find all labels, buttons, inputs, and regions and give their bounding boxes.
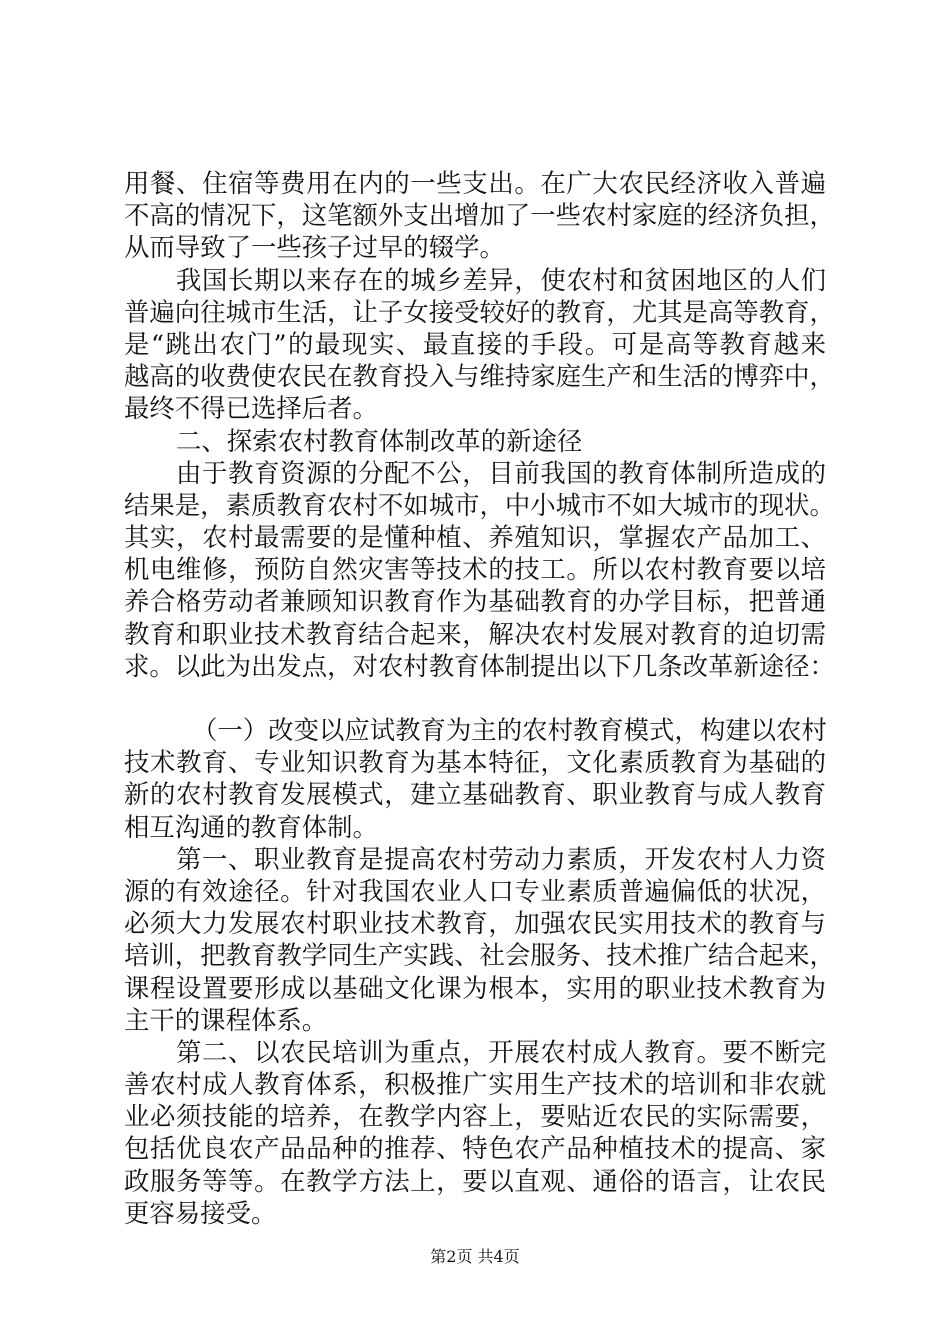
page-number: 第2页 共4页 xyxy=(430,1247,520,1266)
text-line: 求。以此为出发点，对农村教育体制提出以下几条改革新途径： xyxy=(124,650,835,681)
text-line: 善农村成人教育体系，积极推广实用生产技术的培训和非农就 xyxy=(124,1069,826,1100)
blank-line xyxy=(124,682,826,714)
text-line: 必须大力发展农村职业技术教育，加强农民实用技术的教育与 xyxy=(124,908,826,939)
text-line: 业必须技能的培养，在教学内容上，要贴近农民的实际需要， xyxy=(124,1101,826,1132)
text-line: 其实，农村最需要的是懂种植、养殖知识，掌握农产品加工、 xyxy=(124,522,826,553)
text-line: 教育和职业技术教育结合起来，解决农村发展对教育的迫切需 xyxy=(124,618,826,649)
section-heading: 二、探索农村教育体制改革的新途径 xyxy=(176,425,583,456)
text-line: 越高的收费使农民在教育投入与维持家庭生产和生活的博弈中， xyxy=(124,361,835,392)
text-line: 养合格劳动者兼顾知识教育作为基础教育的办学目标，把普通 xyxy=(124,586,826,617)
text-line: 结果是，素质教育农村不如城市，中小城市不如大城市的现状。 xyxy=(124,489,835,520)
text-line: 是“跳出农门”的最现实、最直接的手段。可是高等教育越来 xyxy=(124,328,826,359)
text-line: 技术教育、专业知识教育为基本特征，文化素质教育为基础的 xyxy=(124,747,826,778)
text-line: 由于教育资源的分配不公，目前我国的教育体制所造成的 xyxy=(176,457,826,488)
document-body xyxy=(124,167,835,1229)
text-line: 机电维修，预防自然灾害等技术的技工。所以农村教育要以培 xyxy=(124,554,826,585)
text-line: 用餐、住宿等费用在内的一些支出。在广大农民经济收入普遍 xyxy=(124,168,826,198)
text-line: 课程设置要形成以基础文化课为根本，实用的职业技术教育为 xyxy=(124,972,826,1003)
text-line: （一）改变以应试教育为主的农村教育模式，构建以农村 xyxy=(192,715,827,745)
text-line: 新的农村教育发展模式，建立基础教育、职业教育与成人教育 xyxy=(124,779,826,810)
text-line: 更容易接受。 xyxy=(124,1197,277,1228)
text-line: 培训，把教育教学同生产实践、社会服务、技术推广结合起来， xyxy=(124,940,835,971)
text-line: 包括优良农产品品种的推荐、特色农产品种植技术的提高、家 xyxy=(124,1133,826,1164)
page-footer xyxy=(0,1244,950,1267)
text-line: 我国长期以来存在的城乡差异，使农村和贫困地区的人们 xyxy=(176,264,826,295)
text-line: 普遍向往城市生活，让子女接受较好的教育，尤其是高等教育， xyxy=(124,296,835,327)
text-line: 相互沟通的教育体制。 xyxy=(124,811,378,842)
text-line: 源的有效途径。针对我国农业人口专业素质普遍偏低的状况， xyxy=(124,875,826,906)
text-line: 主干的课程体系。 xyxy=(124,1004,328,1035)
text-line: 最终不得已选择后者。 xyxy=(124,393,378,424)
text-line: 第二、以农民培训为重点，开展农村成人教育。要不断完 xyxy=(176,1036,826,1067)
text-line: 不高的情况下，这笔额外支出增加了一些农村家庭的经济负担， xyxy=(124,200,835,231)
text-line: 从而导致了一些孩子过早的辍学。 xyxy=(124,232,505,263)
text-line: 第一、职业教育是提高农村劳动力素质，开发农村人力资 xyxy=(176,843,826,874)
text-line: 政服务等等。在教学方法上，要以直观、通俗的语言，让农民 xyxy=(124,1165,826,1196)
